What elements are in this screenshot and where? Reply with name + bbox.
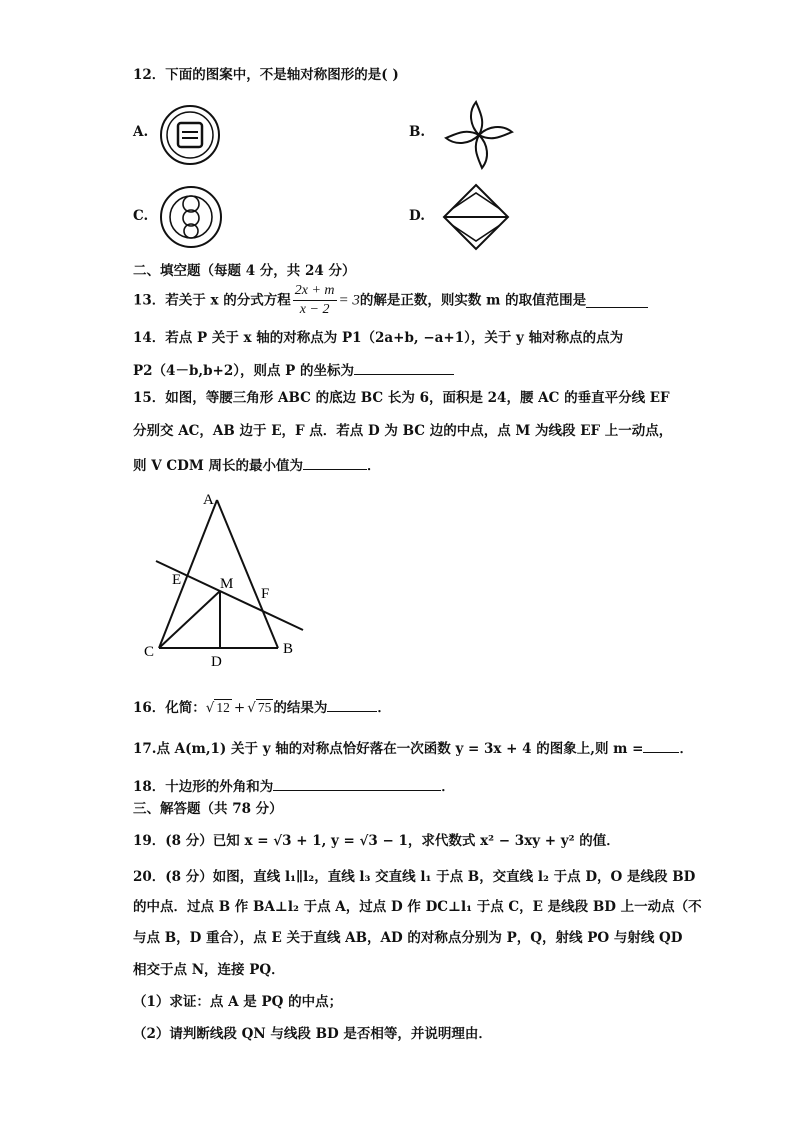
q15-triangle-figure <box>140 486 310 671</box>
q15-answer-blank[interactable] <box>303 455 367 470</box>
q15-line-3 <box>133 455 380 475</box>
q12-option-c-circles-figure <box>158 184 224 250</box>
q15-label-e: E <box>172 572 182 588</box>
section-2-heading: 二、填空题（每题 4 分，共 24 分） <box>133 263 356 279</box>
q14-answer-blank[interactable] <box>354 360 454 375</box>
q15-label-d: D <box>211 654 222 670</box>
q15-line-2: 分别交 AC，AB 边于 E，F 点．若点 D 为 BC 边的中点，点 M 为线段 EF 上一动点， <box>133 423 673 439</box>
q20-sub-question-1: （1）求证：点 A 是 PQ 的中点； <box>133 994 343 1010</box>
q15-line-1: 15．如图，等腰三角形 ABC 的底边 BC 长为 6，面积是 24，腰 AC 的垂直平分线 EF <box>133 390 670 406</box>
q13-fraction <box>293 282 337 319</box>
q12-option-d-diamond-figure <box>442 183 510 251</box>
q15-line-3-text: 则 V CDM 周长的最小值为 <box>133 458 303 474</box>
q15-label-c: C <box>144 644 155 660</box>
q13-denominator: x − 2 <box>299 302 330 317</box>
q13-answer-blank[interactable] <box>586 293 648 308</box>
q16-prefix: 16．化简： <box>133 700 206 716</box>
q12-option-a-coin-figure <box>158 103 222 167</box>
q14-line-2 <box>133 360 454 380</box>
q17-text: 17.点 A(m,1) 关于 y 轴的对称点恰好落在一次函数 y = 3x + 4 的图象上,则 m = <box>133 741 644 757</box>
q12-option-a-label: A. <box>133 124 149 140</box>
q14-line-2-text: P2（4－b,b+2），则点 P 的坐标为 <box>133 363 355 379</box>
q18-answer-blank[interactable] <box>273 776 441 791</box>
q16-plus: + <box>233 700 246 716</box>
q20-line-3: 与点 B，D 重合），点 E 关于直线 AB，AD 的对称点分别为 P，Q，射线 PO 与射线 QD <box>133 930 683 946</box>
q12-option-c-label: C. <box>133 208 149 224</box>
q15-label-m: M <box>220 576 234 592</box>
q13-equals: = 3 <box>338 292 360 309</box>
section-3-heading: 三、解答题（共 78 分） <box>133 801 283 817</box>
q20-line-4: 相交于点 N，连接 PQ． <box>133 962 285 978</box>
q15-label-b: B <box>283 641 294 657</box>
q16-radicand-1: 12 <box>216 700 230 715</box>
q20-line-1: 20．(8 分）如图，直线 l₁∥l₂，直线 l₃ 交直线 l₁ 于点 B，交直线 l₂ 于点 D，O 是线段 BD <box>133 869 696 885</box>
q16-end: ． <box>377 700 391 716</box>
q20-line-2: 的中点．过点 B 作 BA⊥l₂ 于点 A，过点 D 作 DC⊥l₁ 于点 C，E 是线段 BD 上一动点（不 <box>133 899 702 915</box>
q13-numerator: 2x + m <box>293 282 337 301</box>
q17 <box>133 738 693 758</box>
q13-suffix: 的解是正数，则实数 m 的取值范围是 <box>359 292 587 309</box>
q16-sqrt-sign-1: √ <box>205 700 215 716</box>
q20-sub-question-2: （2）请判断线段 QN 与线段 BD 是否相等，并说明理由． <box>133 1026 492 1042</box>
q16-suffix: 的结果为 <box>273 700 328 716</box>
q12-option-d-label: D. <box>409 208 425 224</box>
q17-answer-blank[interactable] <box>643 738 679 753</box>
q15-label-a: A <box>203 492 214 508</box>
q19: 19．(8 分）已知 x = √3 + 1, y = √3 − 1，求代数式 x² − 3xy + y² 的值． <box>133 833 620 849</box>
q13 <box>133 282 648 319</box>
q17-end: ． <box>679 741 693 757</box>
q12-option-b-pinwheel-figure <box>440 96 518 174</box>
q12-stem: 12．下面的图案中，不是轴对称图形的是( ) <box>133 67 399 83</box>
q13-prefix: 13．若关于 x 的分式方程 <box>133 292 291 309</box>
q15-line-3-end: ． <box>366 458 381 474</box>
q15-label-f: F <box>261 586 270 602</box>
q16-answer-blank[interactable] <box>327 697 377 712</box>
q18 <box>133 776 455 796</box>
q16-sqrt-sign-2: √ <box>247 700 256 716</box>
q16 <box>133 697 391 717</box>
q12-option-b-label: B. <box>409 124 426 140</box>
q18-text: 18．十边形的外角和为 <box>133 779 274 795</box>
q16-radicand-2: 75 <box>257 700 272 715</box>
q18-end: ． <box>441 779 455 795</box>
q14-line-1: 14．若点 P 关于 x 轴的对称点为 P1（2a+b, −a+1），关于 y 轴对称点的点为 <box>133 330 624 346</box>
